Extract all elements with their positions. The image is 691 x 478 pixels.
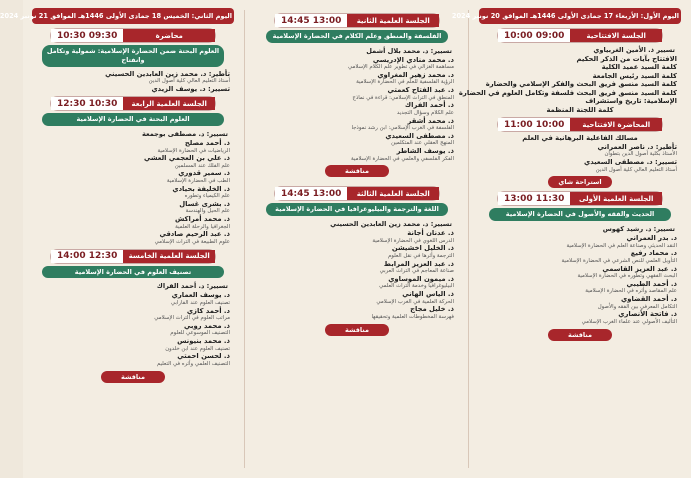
day-one-column (451, 8, 683, 472)
talk-title: التصنيف الموسوعي للعلوم (170, 330, 230, 337)
talk-title: المنهج العقلي عند المتكلمين (391, 140, 454, 147)
speaker-name: ذ. محمد بنيونس (177, 337, 230, 346)
session-time: 14:45 13:00 (275, 187, 347, 200)
session-time: 14:00 12:30 (51, 250, 123, 263)
discussion-badge: مناقشة (325, 165, 389, 177)
speaker-name: ذ. عبد العزيز القاسمي (602, 264, 677, 273)
speaker-name: ذ. محمد أشقر (407, 116, 454, 125)
session-five-header (51, 250, 215, 263)
talk-title: تصنيف العلوم عند ابن خلدون (165, 345, 230, 352)
speaker-name: د. محمد زهير المغراوي (377, 71, 454, 79)
talk-title: التأويل العلمي للنص الشرعي في الحضارة الإسلامية (561, 257, 677, 264)
session-title: الجلسة العلمية الثالثة (347, 187, 439, 200)
talk-title: علم الكيمياء وتطوره (184, 193, 230, 200)
program-line: أستاذ التعليم العالي كلية أصول الدين (595, 166, 677, 173)
day-one-date: اليوم الأول: الأربعاء 17 جمادى الأولى 1446هـ الموافق 20 نونبر 2024 (479, 8, 681, 24)
talk-title: التأليف الأصولي عند علماء الغرب الإسلامي (581, 318, 677, 325)
session-title: الجلسة العلمية الثانية (347, 14, 439, 27)
program-line: تسيير: د. مصطفى السعيدي (584, 158, 677, 167)
talk-title: التصنيف العلمي وأثره في التعليم (156, 360, 230, 367)
speaker-name: ذ. علي بن العجمي العشي (143, 154, 230, 163)
talk-title: الترجمة وأثرها في نقل العلوم (387, 252, 454, 259)
talk-title: فهرسة المخطوطات العلمية وتحقيقها (371, 313, 454, 320)
program-line: تسيير: د. يوسف الزيدي (151, 84, 230, 93)
speaker-name: ذ. محمد روبي (184, 321, 230, 330)
session-one-header (498, 192, 662, 205)
talk-title: علم الحيل والهندسة (185, 208, 230, 215)
day-two-date: اليوم الثاني: الخميس 18 جمادى الأولى 1446هـ الموافق 21 نونبر 2024 (32, 8, 234, 24)
talk-title: الرؤية الفلسفية للعلم في الحضارة الإسلامية (356, 79, 454, 86)
session-chair: تسيير: د. محمد بلال أشمل (366, 46, 452, 55)
session-time: 13:00 11:30 (498, 192, 570, 205)
talk-title: علم الفلك عند المسلمين (174, 162, 230, 169)
speaker-name: ذ. يوسف الشاطر (396, 147, 454, 156)
speaker-name: د. أحمد القضاوي (621, 295, 677, 304)
talk-title: الطب في الحضارة الإسلامية (166, 177, 230, 184)
speaker-name: د. بدر العمراني (626, 234, 677, 243)
session-title: الجلسة العلمية الخامسة (123, 250, 215, 263)
session-topic: العلوم البحتة في الحضارة الإسلامية (42, 113, 224, 126)
speaker-name: ذ. عبد العزيز المرابط (383, 259, 454, 268)
talk-title: البحث الفقهي وتطوره في الحضارة الإسلامية (577, 273, 677, 280)
day-one-afternoon-column (254, 8, 460, 472)
program-line: كلمة السيد رئيس الجامعة (592, 71, 677, 80)
session-chair: تسيير: د. مصطفى بوجمعة (141, 130, 228, 139)
speaker-name: د. يوسف العماري (171, 291, 230, 300)
speaker-name: ذ. الخليفة بحيادي (172, 184, 230, 193)
program-line: كلمة اللجنة المنظمة (546, 105, 614, 114)
session-four-header (51, 97, 215, 110)
session-title: الجلسة العلمية الأولى (570, 192, 662, 205)
session-topic: الحديث والفقه والأصول في الحضارة الإسلامية (489, 208, 671, 221)
session-two-header (275, 14, 439, 27)
talk-title: النقد الحديثي وصناعة العلم في الحضارة الإسلامية (566, 242, 677, 249)
talk-title: المنطق في التراث الإسلامي: قراءة في نماذج (352, 94, 454, 101)
session-three-header (275, 187, 439, 200)
speaker-name: ذ. عبد الرحيم صادقي (159, 230, 230, 239)
session-time: 10:00 09:00 (498, 29, 570, 42)
talk-title: الحركة العلمية في الغرب الإسلامي (376, 298, 454, 305)
talk-title: الجغرافيا والرحلة العلمية (175, 223, 230, 230)
lecture-topic: مسالك الفاعلية البرهانية في العلم (522, 134, 638, 143)
speaker-name: ذ. بشرى غسال (179, 199, 230, 208)
session-time: 12:30 10:30 (51, 97, 123, 110)
talk-title: علم الكلام وسؤال التجديد (396, 109, 454, 116)
program-line: تأطير: د. ناصر العمراني (597, 142, 677, 151)
lecture-topic: العلوم البحتة ضمن الحضارة الإسلامية: شمولية وتكامل وانفتاح (42, 45, 224, 67)
talk-title: علم المقاصد وأثره في الحضارة الإسلامية (585, 288, 677, 295)
talk-title: علوم الطبيعة في التراث الإسلامي (154, 238, 230, 245)
speaker-name: ذ. أحمد الفراك (404, 101, 454, 110)
talk-title: البيليوغرافيا وخدمة التراث العلمي (379, 283, 454, 290)
speaker-name: ذ. أحمد الطيبي (626, 279, 677, 288)
session-time: 10:30 09:30 (51, 29, 123, 42)
session-chair: تسيير ذ. الأمين الغربياوي (593, 46, 675, 54)
talk-title: مراتب العلوم في التراث الإسلامي (154, 315, 230, 322)
talk-title: صناعة المعاجم في التراث العربي (379, 268, 454, 275)
talk-title: تصنيف العلوم عند الفارابي (170, 299, 230, 306)
session-topic: اللغة والترجمة والبيليوغرافيا في الحضارة الإسلامية (266, 203, 448, 216)
speaker-name: ذ. الياس الهاني (402, 290, 454, 299)
program-line: كلمة السيد منسق فريق البحث فلسفة وتكامل العلوم في الحضارة (458, 88, 677, 97)
discussion-badge: مناقشة (325, 324, 389, 336)
speaker-name: ذ. الخليل اخشيشن (391, 244, 454, 253)
program-line: أستاذ التعليم العالي كلية أصول الدين (148, 78, 230, 85)
speaker-name: ذ. مصطفى السعيدي (385, 131, 454, 140)
column-divider (468, 10, 469, 468)
lecture-header (51, 29, 215, 42)
session-chair: تسيير: د. رشيد كهوس (602, 225, 675, 234)
talk-title: التكامل المعرفي بين الفقه والأصول (597, 303, 677, 310)
opening-session-header (498, 29, 662, 42)
speaker-name: ذ. عدنان أجانة (407, 229, 454, 238)
speaker-name: د. محماد رفيع (630, 249, 677, 258)
program-line: الإسلامية: تاريخ واستشراف (585, 97, 677, 106)
column-divider (244, 10, 245, 468)
talk-title: مساهمة الغزالي في تطوير علم الكلام الإسلامي (347, 64, 454, 71)
speaker-name: ذ. خليل مجاج (410, 305, 454, 314)
speaker-name: ذ. سمير قدوري (178, 169, 230, 178)
opening-lecture-header (498, 118, 662, 131)
talk-title: الرياضيات في الحضارة الإسلامية (157, 147, 230, 154)
program-line: الافتتاح بآيات من الذكر الحكيم (576, 55, 677, 63)
session-chair: تسيير: د. محمد زين العابدين الحسيني (330, 220, 452, 229)
speaker-name: ذ. عبد الفتاح كعمتي (387, 86, 454, 95)
talk-title: الفكر الفلسفي والعلمي في الحضارة الإسلامية (351, 155, 454, 162)
speaker-name: ذ. فاتحة الأنصاري (618, 310, 677, 319)
program-line: الأستاذ بكلية أصول الدين بتطوان (604, 151, 677, 158)
program-line: كلمة السيد منسق فريق البحث والفكر الإسلامي والحضارة (485, 80, 677, 89)
speaker-name: ذ. ميمون الموساوي (388, 274, 454, 283)
speaker-name: ذ. محمد أمراكش (174, 215, 230, 224)
session-chair: تسيير: د. أحمد الفراك (156, 282, 228, 291)
speaker-name: د. أحمد كازي (186, 306, 230, 315)
day-two-column (0, 8, 236, 472)
speaker-name: د. محمد منادي الإدريسي (372, 55, 454, 64)
discussion-badge: مناقشة (101, 371, 165, 383)
speaker-name: ذ. لحسن احمتي (177, 352, 230, 361)
session-topic: تصنيف العلوم في الحضارة الإسلامية (42, 266, 224, 279)
session-title: محاضرة (123, 29, 215, 42)
session-time: 11:00 10:00 (498, 118, 570, 131)
program-line: كلمة السيد عميد الكلية (601, 63, 677, 72)
session-time: 14:45 13:00 (275, 14, 347, 27)
session-title: الجلسة العلمية الرابعة (123, 97, 215, 110)
talk-title: الفلسفة في الغرب الإسلامي: ابن رشد نموذجا (351, 125, 454, 132)
talk-title: الدرس اللغوي في الحضارة الإسلامية (372, 237, 454, 244)
program-line: تأطير: د. محمد زين العابدين الحسيني (105, 69, 230, 78)
session-title: المحاضرة الافتتاحية (570, 118, 662, 131)
discussion-badge: مناقشة (548, 329, 612, 341)
session-topic: الفلسفة والمنطق وعلم الكلام في الحضارة الإسلامية (266, 30, 448, 43)
session-title: الجلسة الافتتاحية (570, 29, 662, 42)
speaker-name: ذ. أحمد مصلح (184, 139, 230, 148)
tea-break-badge: استراحة شاي (548, 176, 612, 188)
